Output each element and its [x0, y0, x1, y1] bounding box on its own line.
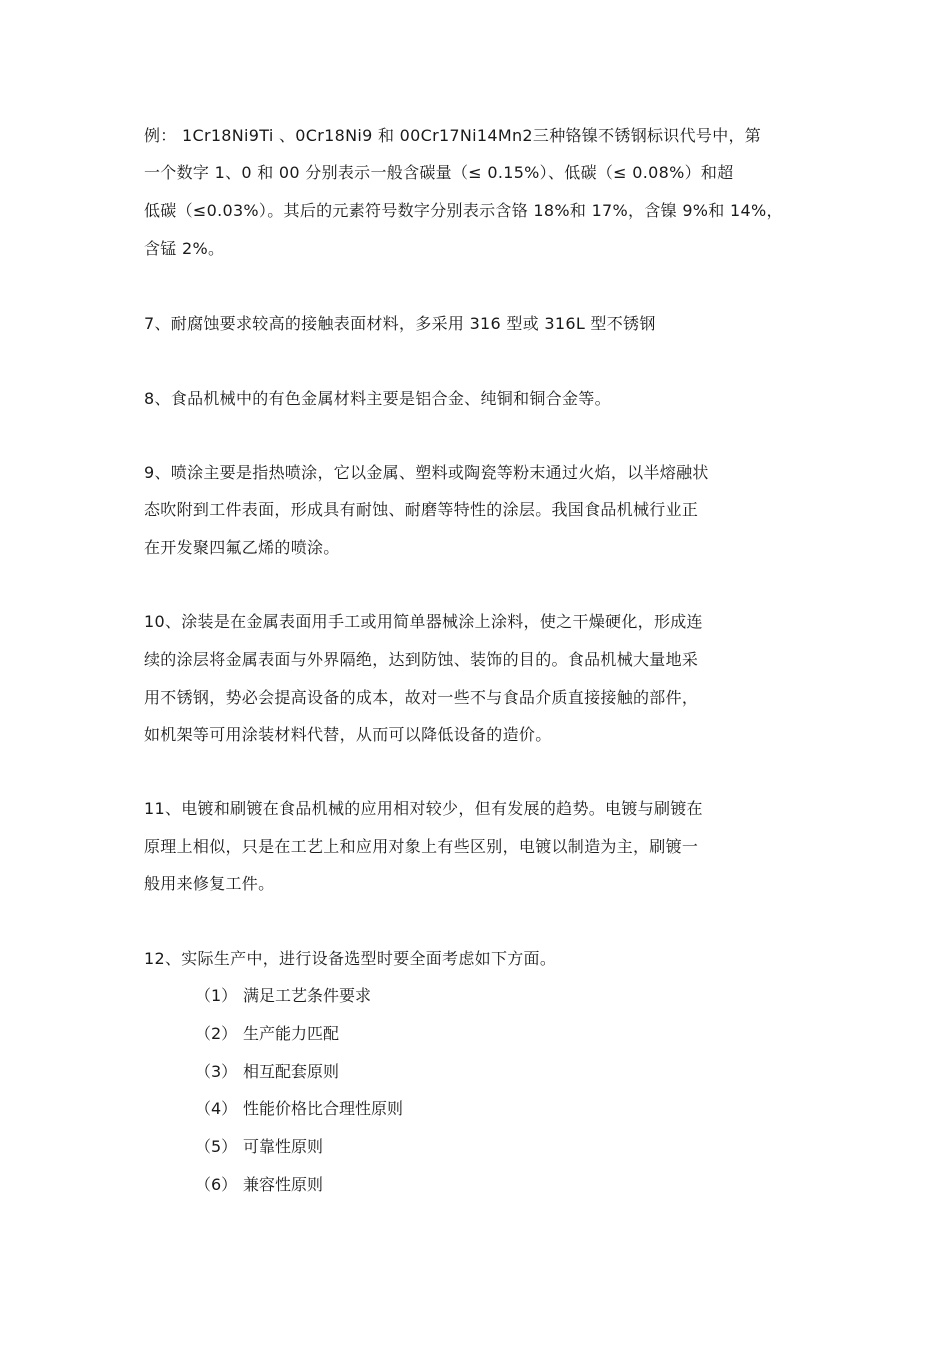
paragraph-example-line-3: 低碳（≤0.03%）。其后的元素符号数字分别表示含铬 18%和 17%，含镍 9%和 14%， [144, 201, 783, 220]
list-item-number: （6） [195, 1175, 238, 1194]
paragraph-example-line-4: 含锰 2%。 [144, 239, 225, 258]
list-item [195, 1099, 403, 1119]
paragraph-item-10-line-1: 10、涂装是在金属表面用手工或用简单器械涂上涂料，使之干燥硬化，形成连 [144, 612, 703, 631]
paragraph-item-11-line-2: 原理上相似，只是在工艺上和应用对象上有些区别，电镀以制造为主，刷镀一 [144, 837, 699, 856]
list-item-text: 兼容性原则 [243, 1175, 324, 1194]
list-item [195, 1024, 339, 1044]
list-item-text: 可靠性原则 [243, 1137, 324, 1156]
list-item [195, 986, 371, 1006]
list-item-number: （5） [195, 1137, 238, 1156]
list-item-text: 性能价格比合理性原则 [243, 1099, 404, 1118]
list-item [195, 1062, 339, 1082]
list-item-text: 生产能力匹配 [243, 1024, 340, 1043]
paragraph-item-9-line-3: 在开发聚四氟乙烯的喷涂。 [144, 538, 340, 557]
paragraph-item-10-line-2: 续的涂层将金属表面与外界隔绝，达到防蚀、装饰的目的。食品机械大量地采 [144, 650, 699, 669]
paragraph-item-11-line-3: 般用来修复工件。 [144, 874, 275, 893]
paragraph-item-10-line-3: 用不锈钢，势必会提高设备的成本，故对一些不与食品介质直接接触的部件， [144, 688, 699, 707]
paragraph-item-7: 7、耐腐蚀要求较高的接触表面材料，多采用 316 型或 316L 型不锈钢 [144, 314, 656, 333]
list-item-text: 相互配套原则 [243, 1062, 340, 1081]
paragraph-item-12-intro: 12、实际生产中，进行设备选型时要全面考虑如下方面。 [144, 949, 557, 968]
paragraph-item-10-line-4: 如机架等可用涂装材料代替，从而可以降低设备的造价。 [144, 725, 552, 744]
list-item [195, 1137, 323, 1157]
list-item-text: 满足工艺条件要求 [243, 986, 372, 1005]
paragraph-item-9-line-2: 态吹附到工件表面，形成具有耐蚀、耐磨等特性的涂层。我国食品机械行业正 [144, 500, 699, 519]
list-item-number: （1） [195, 986, 238, 1005]
paragraph-item-8: 8、食品机械中的有色金属材料主要是铝合金、纯铜和铜合金等。 [144, 389, 611, 408]
paragraph-item-9-line-1: 9、喷涂主要是指热喷涂，它以金属、塑料或陶瓷等粉末通过火焰，以半熔融状 [144, 463, 709, 482]
paragraph-item-11-line-1: 11、电镀和刷镀在食品机械的应用相对较少，但有发展的趋势。电镀与刷镀在 [144, 799, 703, 818]
list-item-number: （3） [195, 1062, 238, 1081]
list-item [195, 1175, 323, 1195]
list-item-number: （2） [195, 1024, 238, 1043]
paragraph-example-line-2: 一个数字 1、0 和 00 分别表示一般含碳量（≤ 0.15%）、低碳（≤ 0.08%）和超 [144, 163, 734, 182]
list-item-number: （4） [195, 1099, 238, 1118]
paragraph-example-line-1: 例： 1Cr18Ni9Ti 、0Cr18Ni9 和 00Cr17Ni14Mn2三种铬镍不锈钢标识代号中，第 [144, 126, 762, 145]
